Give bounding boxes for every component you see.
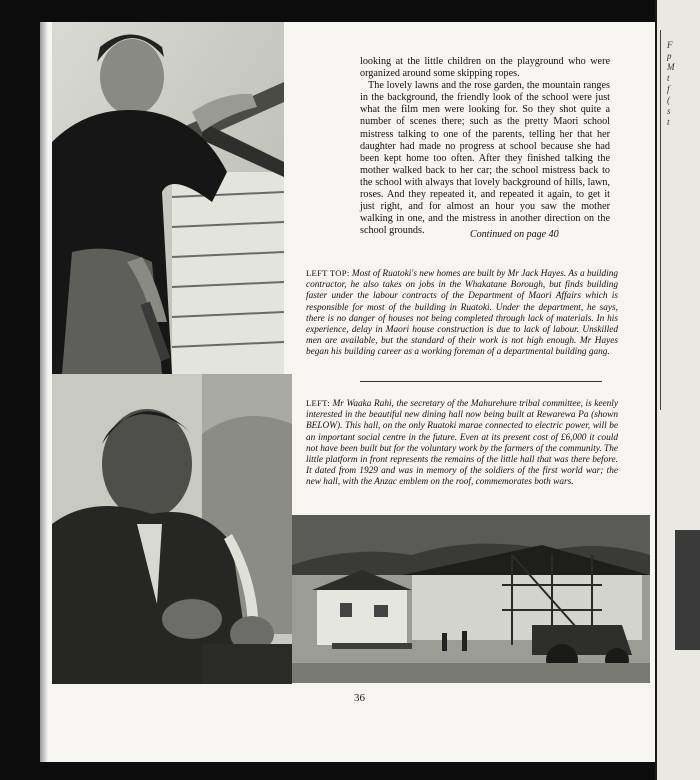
article-paragraph: looking at the little children on the playground who were organized around some skipping ropes. [360, 56, 610, 80]
caption-lead: LEFT TOP: [306, 268, 350, 278]
caption-left [306, 398, 618, 489]
page-fold-line [660, 30, 661, 410]
photo-waaka-rahi [52, 374, 292, 684]
adjacent-page-text: F p M t f ( s t [667, 40, 675, 127]
caption-lead: LEFT: [306, 398, 330, 408]
caption-text: Mr Waaka Rahi, the secretary of the Mahurehure tribal committee, is keenly interested in the beautiful new dining hall now being built at Rewarewa Pa (shown BELOW). This hall, on the only Ruatoki marae connected to electric power, will be an important social centre in the future. Even at its present cost of £6,000 it could not have been built but for the voluntary work by the farmers of the community. The little platform in front represents the remains of the little hall that was there before. It dated from 1929 and was in memory of the soldiers of the first world war; the new hall, with the Anzac emblem on the roof, commemorates both wars. [306, 399, 618, 488]
photo-builder-jack-hayes [52, 22, 284, 374]
caption-text: Most of Ruatoki's new homes are built by Mr Jack Hayes. As a building contractor, he also takes on jobs in the Whakatane Borough, but finds building faster under the labour contracts of the Department of Maori Affairs which is responsible for most of the building in Ruatoki. Under the department, he says, there is no danger of houses not being completed through lack of materials. In his experience, delay in Maori house construction is due to lack of labour. Unskilled men are available, but the standard of their work is not high enough. Mr Hayes began his building career as a working foreman of a departmental building gang. [306, 269, 618, 358]
spine-shadow [40, 22, 48, 762]
caption-divider [360, 381, 602, 382]
article-body [360, 56, 610, 237]
page-number: 36 [354, 692, 365, 704]
adjacent-page-edge [655, 0, 700, 780]
caption-left-top [306, 268, 618, 359]
adjacent-page-photo [675, 530, 700, 650]
photo-rewarewa-pa-hall [292, 515, 650, 683]
continued-line: Continued on page 40 [470, 229, 559, 240]
article-paragraph: The lovely lawns and the rose garden, the mountain ranges in the background, the friendly look of the school were just what the film men were looking for. So they shot quite a number of scenes there; such as the pretty Maori school mistress talking to one of the parents, telling her that her daughter had made no progress at school because she had been kept home too often. After they finished talking the mother walked back to her car; the school mistress back to the school with always that lovely background of hills, lawn, roses. And they repeated it, and repeated it again, to get it just right, and for almost an hour you saw the mother walking in one, and the mistress in another direction on the school grounds. [360, 80, 610, 237]
